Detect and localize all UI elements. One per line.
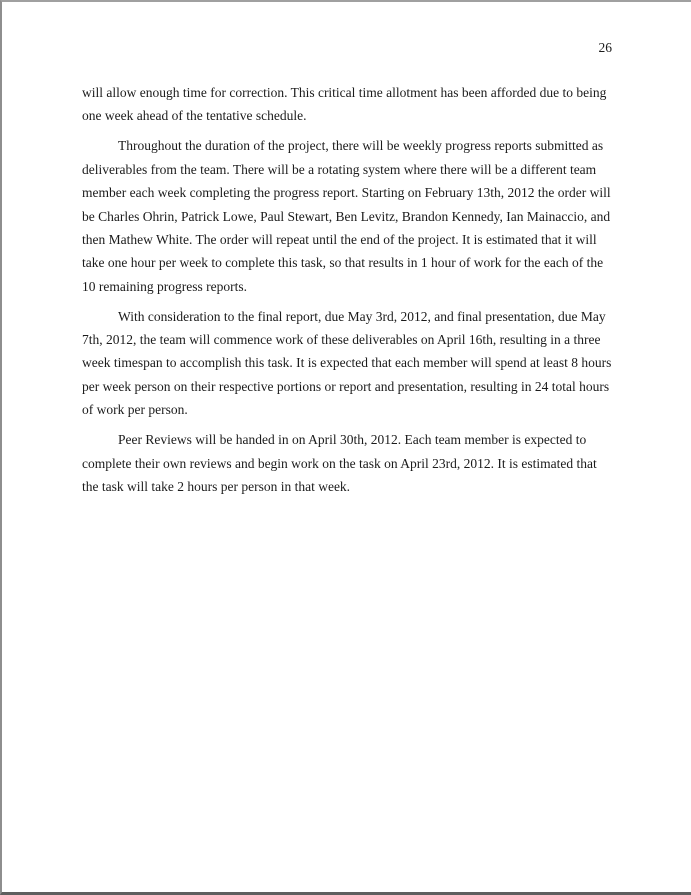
body-paragraph-1: will allow enough time for correction. This critical time allotment has been afforded due to being one week ahead of the tentative schedule.	[82, 85, 607, 124]
body-paragraph-2: Throughout the duration of the project, there will be weekly progress reports submitted as deliverables from the team. There will be a rotating system where there will be a different team member each week completing the progress report. Starting on February 13th, 2012 the order will be Charles Ohrin, Patrick Lowe, Paul Stewart, Ben Levitz, Brandon Kennedy, Ian Mainaccio, and then Mathew White. The order will repeat until the end of the project. It is estimated that it will take one hour per week to complete this task, so that results in 1 hour of work for the each of the 10 remaining progress reports.	[82, 138, 611, 294]
body-paragraph-3: With consideration to the final report, due May 3rd, 2012, and final presentation, due May 7th, 2012, the team will commence work of these deliverables on April 16th, resulting in a three week timespan to accomplish this task. It is expected that each member will spend at least 8 hours per week person on their respective portions or report and presentation, resulting in 24 total hours of work per person.	[82, 308, 612, 418]
page-body	[82, 81, 613, 498]
body-paragraph-4: Peer Reviews will be handed in on April 30th, 2012. Each team member is expected to complete their own reviews and begin work on the task on April 23rd, 2012. It is estimated that the task will take 2 hours per person in that week.	[82, 432, 597, 494]
page-content-area	[2, 2, 691, 892]
page-number: 26	[598, 40, 612, 55]
